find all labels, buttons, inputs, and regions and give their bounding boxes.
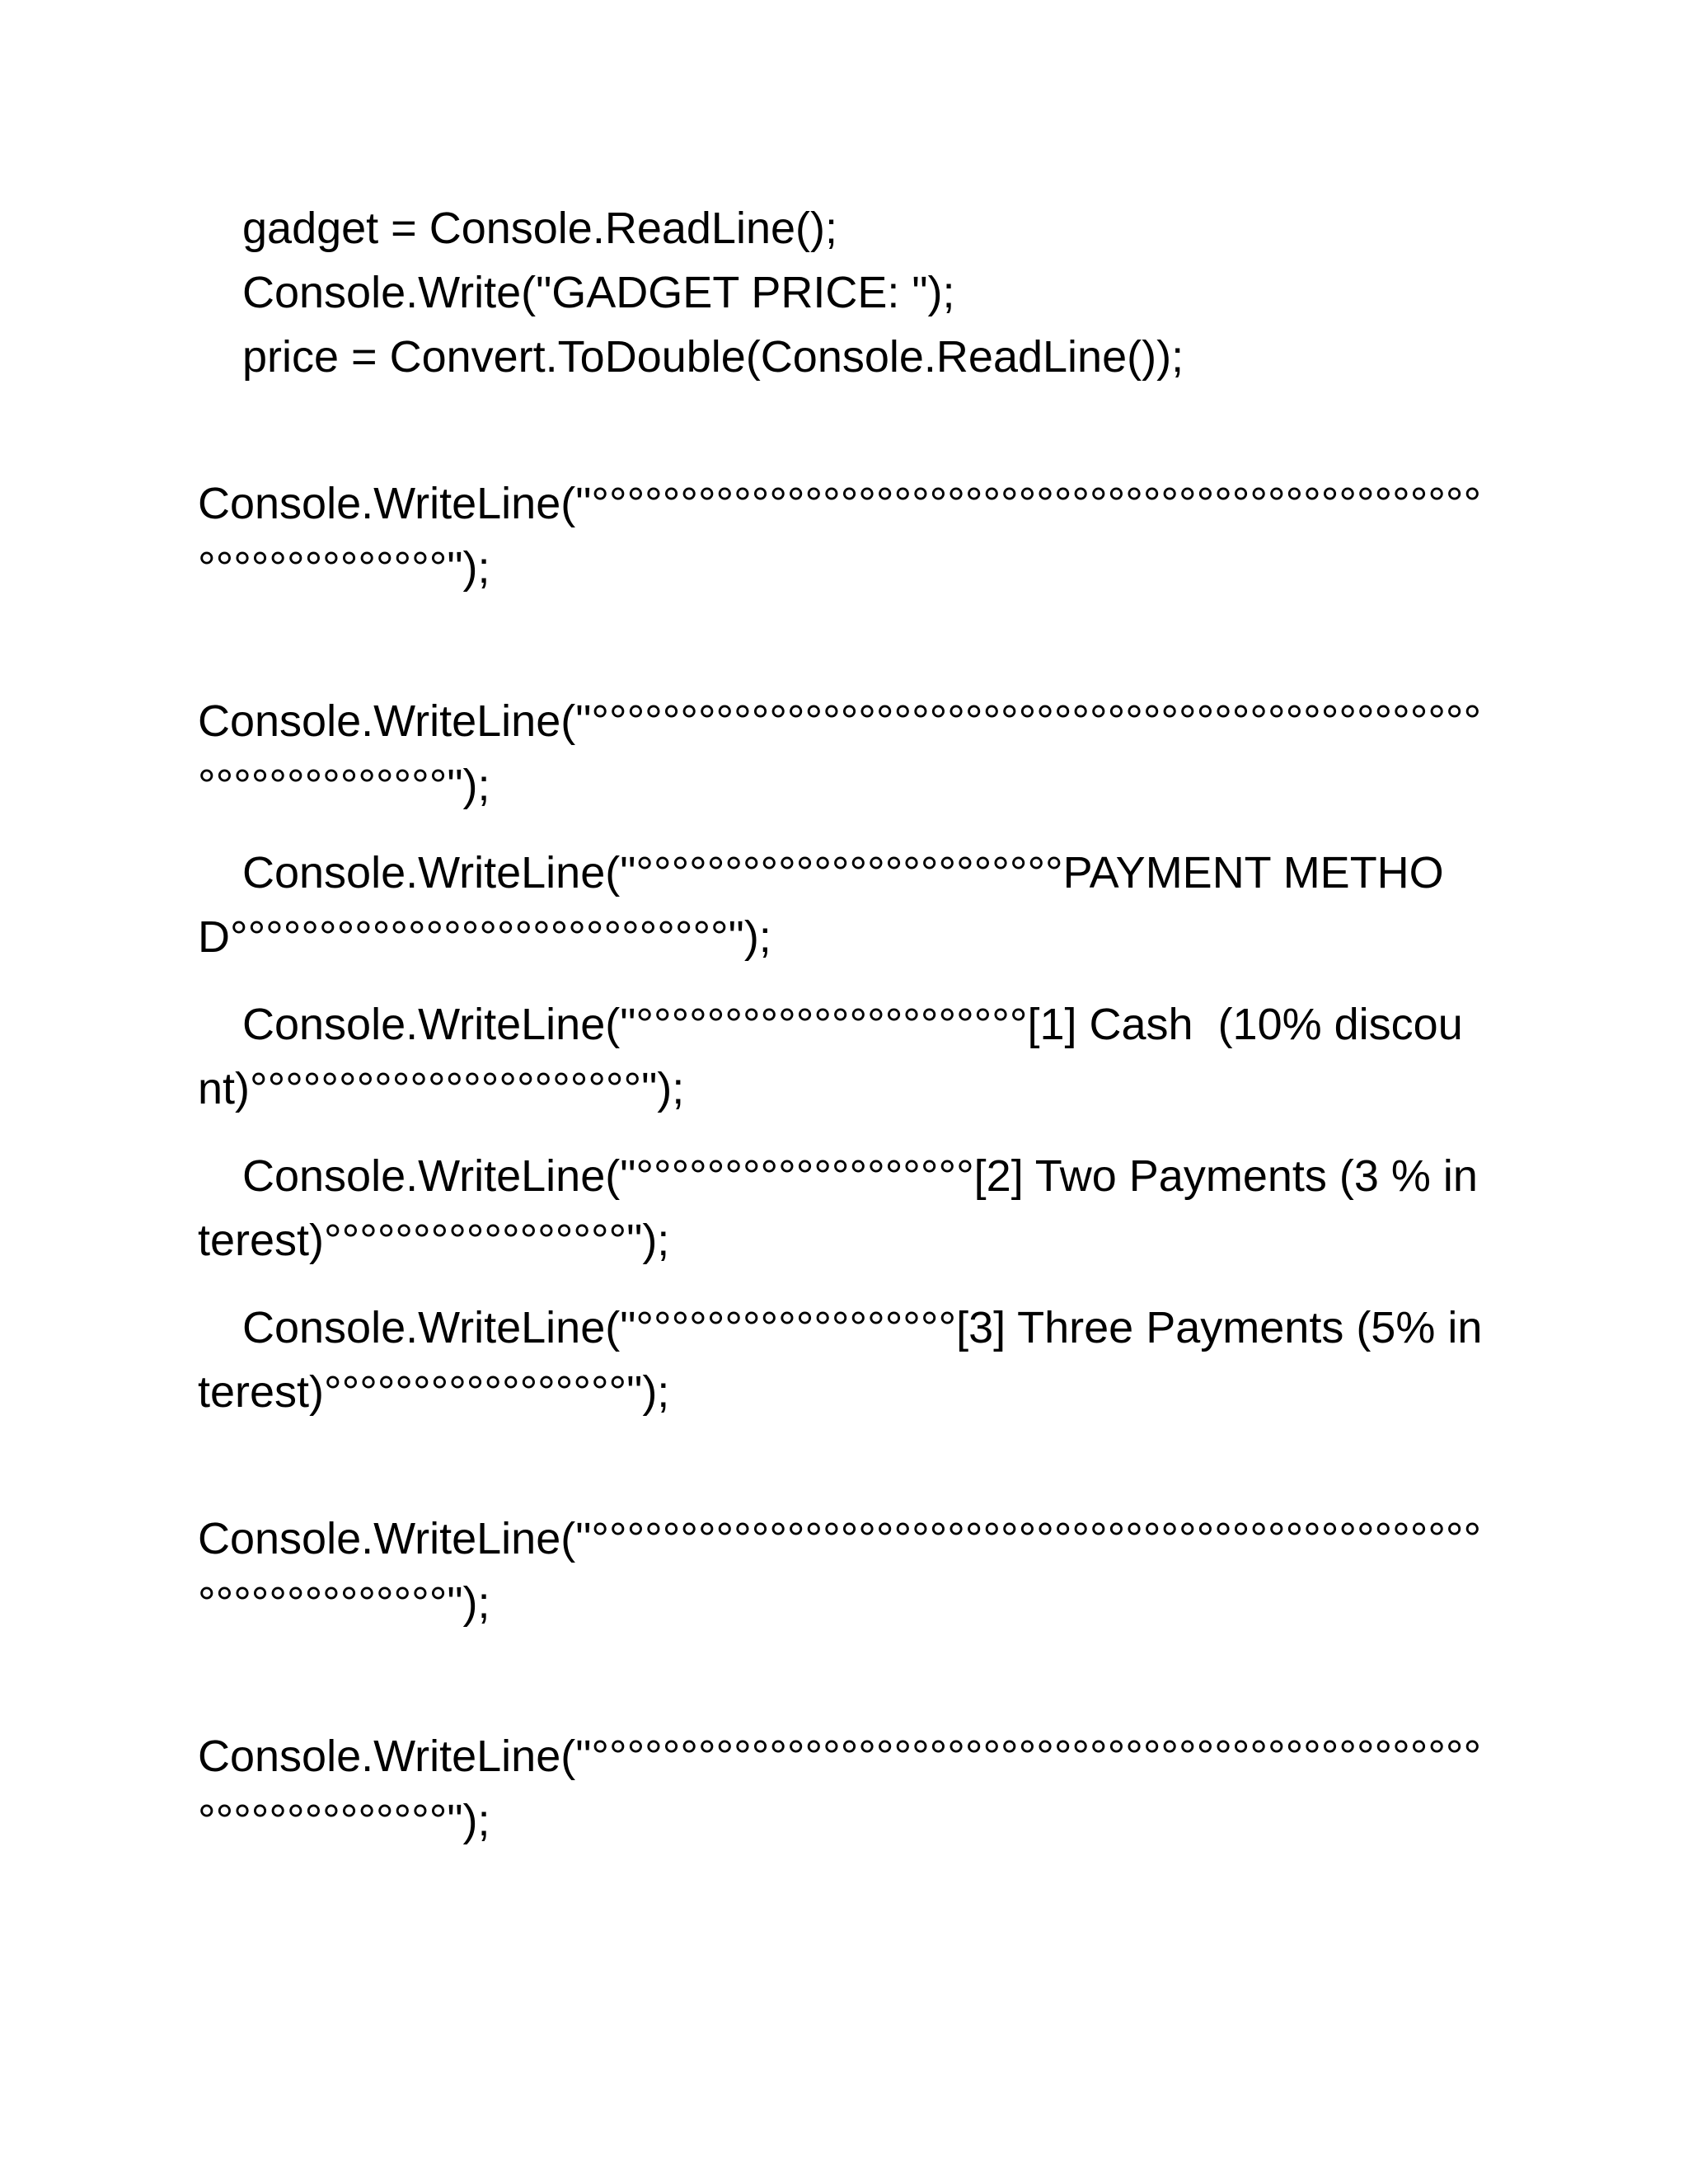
code-line-divider-1: Console.WriteLine("°°°°°°°°°°°°°°°°°°°°°°°°°°°°°°°°°°°°°°°°°°°°°°°°°°°°°°°°°°°°°°°°"); bbox=[198, 479, 1482, 593]
code-line-option-cash: Console.WriteLine("°°°°°°°°°°°°°°°°°°°°°°[1] Cash (10% discount)°°°°°°°°°°°°°°°°°°°°°°"); bbox=[198, 1000, 1463, 1113]
code-line-option-two-payments: Console.WriteLine("°°°°°°°°°°°°°°°°°°°[2] Two Payments (3 % interest)°°°°°°°°°°°°°°°°°"); bbox=[198, 1151, 1478, 1265]
code-line-payment-method: Console.WriteLine("°°°°°°°°°°°°°°°°°°°°°°°°PAYMENT METHOD°°°°°°°°°°°°°°°°°°°°°°°°°°°°"); bbox=[198, 848, 1444, 962]
code-line-divider-3: Console.WriteLine("°°°°°°°°°°°°°°°°°°°°°°°°°°°°°°°°°°°°°°°°°°°°°°°°°°°°°°°°°°°°°°°°"); bbox=[198, 1514, 1482, 1628]
code-line-option-three-payments: Console.WriteLine("°°°°°°°°°°°°°°°°°°[3] Three Payments (5% interest)°°°°°°°°°°°°°°°°°"); bbox=[198, 1303, 1483, 1417]
code-line-gadget-readline: gadget = Console.ReadLine(); bbox=[242, 204, 837, 253]
code-block bbox=[198, 196, 1484, 1853]
code-line-divider-2: Console.WriteLine("°°°°°°°°°°°°°°°°°°°°°°°°°°°°°°°°°°°°°°°°°°°°°°°°°°°°°°°°°°°°°°°°"); bbox=[198, 696, 1482, 810]
code-line-divider-4: Console.WriteLine("°°°°°°°°°°°°°°°°°°°°°°°°°°°°°°°°°°°°°°°°°°°°°°°°°°°°°°°°°°°°°°°°"); bbox=[198, 1732, 1482, 1845]
code-line-gadget-price-prompt: Console.Write("GADGET PRICE: "); bbox=[242, 268, 955, 317]
code-line-price-convert: price = Convert.ToDouble(Console.ReadLine()); bbox=[242, 332, 1184, 382]
